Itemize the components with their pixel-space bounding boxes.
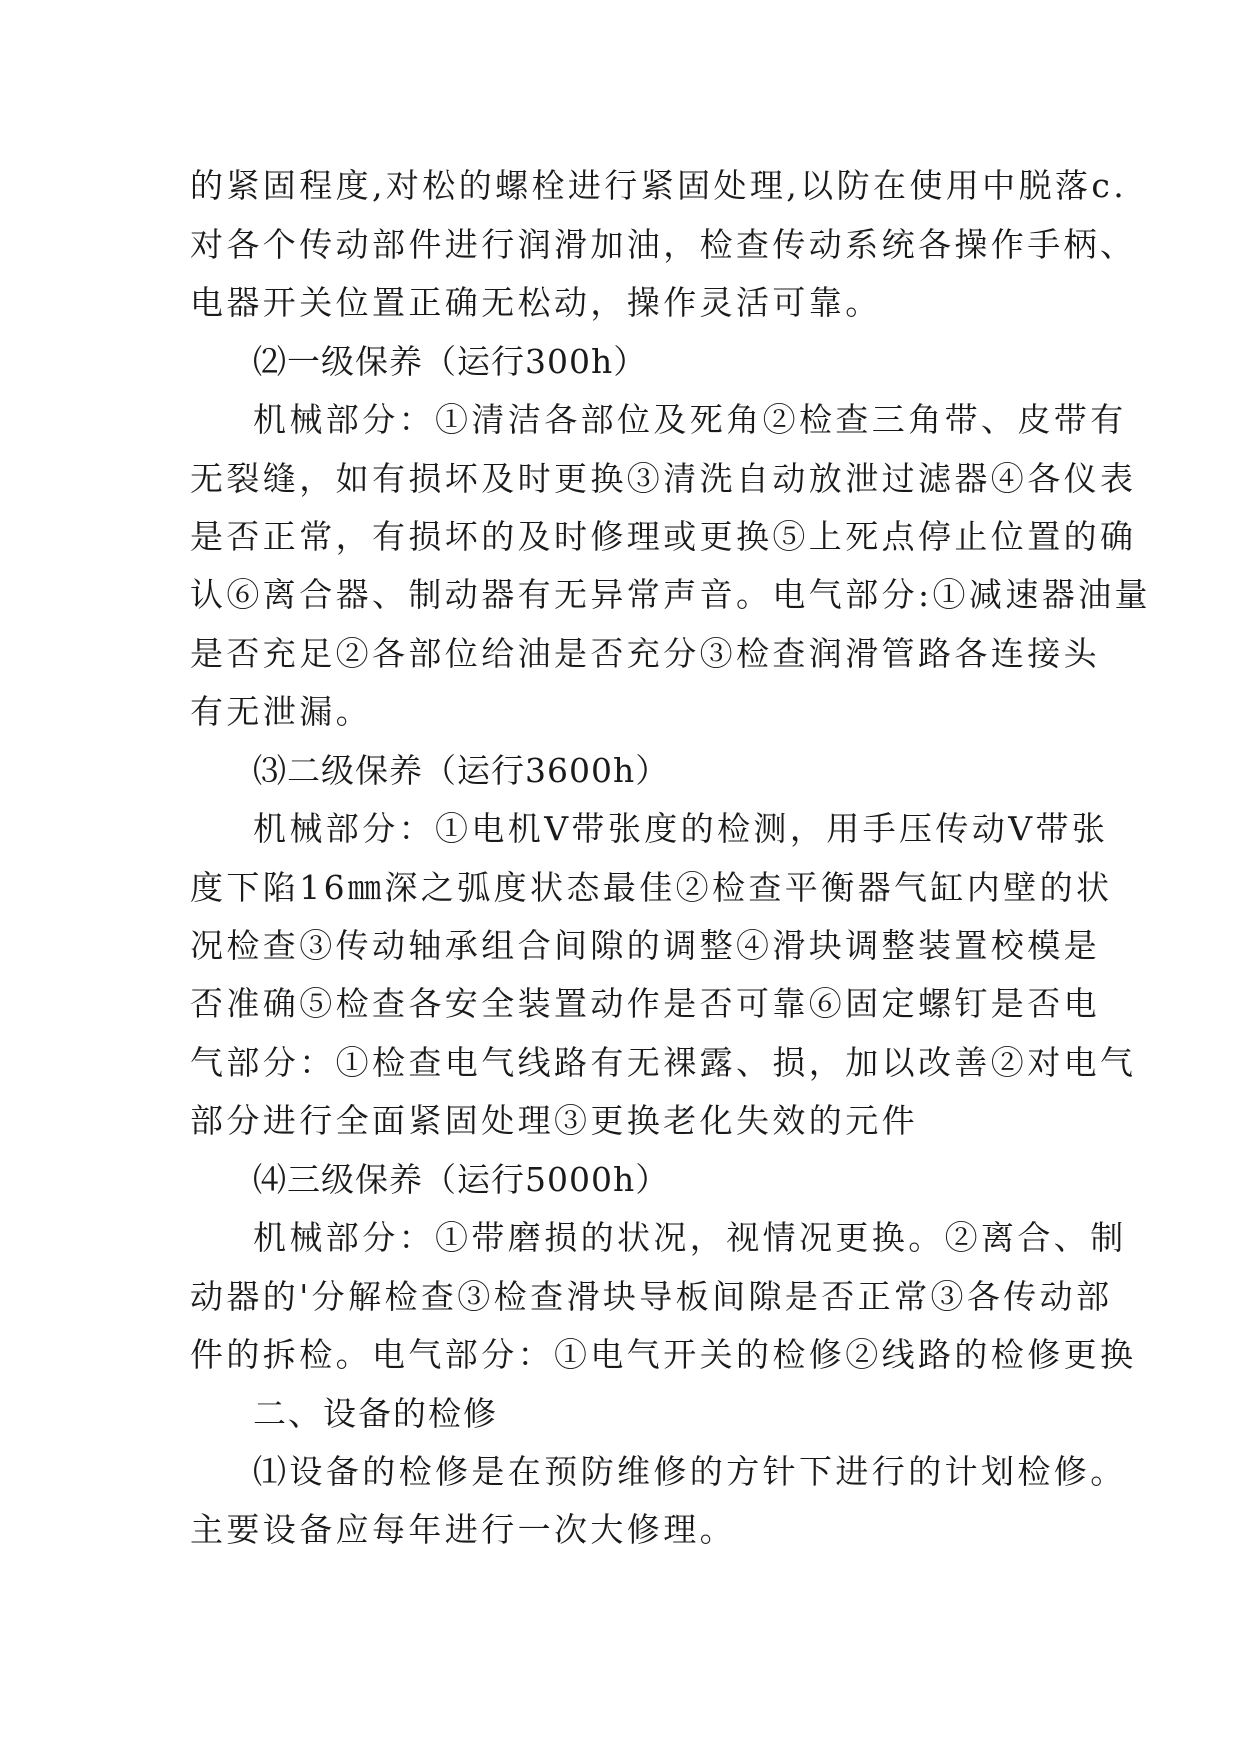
text-line: 机械部分：①电机V带张度的检测，用手压传动V带张: [253, 809, 1109, 848]
text-line: 有无泄漏。: [190, 692, 372, 731]
text-line: 对各个传动部件进行润滑加油，检查传动系统各操作手柄、: [190, 225, 1137, 264]
text-line: 件的拆检。电气部分：①电气开关的检修②线路的检修更换: [190, 1335, 1137, 1374]
section-heading: ⑶二级保养（运行3600h）: [253, 751, 670, 790]
text-line: 否准确⑤检查各安全装置动作是否可靠⑥固定螺钉是否电: [190, 984, 1100, 1023]
text-line: 况检查③传动轴承组合间隙的调整④滑块调整装置校模是: [190, 926, 1100, 965]
text-line: 无裂缝，如有损坏及时更换③清洗自动放泄过滤器④各仪表: [190, 459, 1137, 498]
text-line: 是否正常，有损坏的及时修理或更换⑤上死点停止位置的确: [190, 517, 1137, 556]
text-line: 度下陷16㎜深之弧度状态最佳②检查平衡器气缸内壁的状: [190, 868, 1113, 907]
text-line: 部分进行全面紧固处理③更换老化失效的元件: [190, 1101, 918, 1140]
text-line: 动器的'分解检查③检查滑块导板间隙是否正常③各传动部: [190, 1277, 1113, 1316]
text-line: 气部分：①检查电气线路有无裸露、损，加以改善②对电气: [190, 1043, 1137, 1082]
text-line: 机械部分：①清洁各部位及死角②检查三角带、皮带有: [253, 400, 1127, 439]
section-title: 二、设备的检修: [253, 1394, 498, 1433]
text-line: 是否充足②各部位给油是否充分③检查润滑管路各连接头: [190, 634, 1100, 673]
text-line: 机械部分：①带磨损的状况，视情况更换。②离合、制: [253, 1218, 1127, 1257]
text-line: 认⑥离合器、制动器有无异常声音。电气部分:①减速器油量: [190, 575, 1151, 614]
text-line: 的紧固程度,对松的螺栓进行紧固处理,以防在使用中脱落c.: [190, 166, 1128, 205]
text-line: 电器开关位置正确无松动，操作灵活可靠。: [190, 283, 882, 322]
text-line: 主要设备应每年进行一次大修理。: [190, 1510, 736, 1549]
section-heading: ⑵一级保养（运行300h）: [253, 342, 648, 381]
text-line: ⑴设备的检修是在预防维修的方针下进行的计划检修。: [253, 1452, 1127, 1491]
section-heading: ⑷三级保养（运行5000h）: [253, 1160, 670, 1199]
